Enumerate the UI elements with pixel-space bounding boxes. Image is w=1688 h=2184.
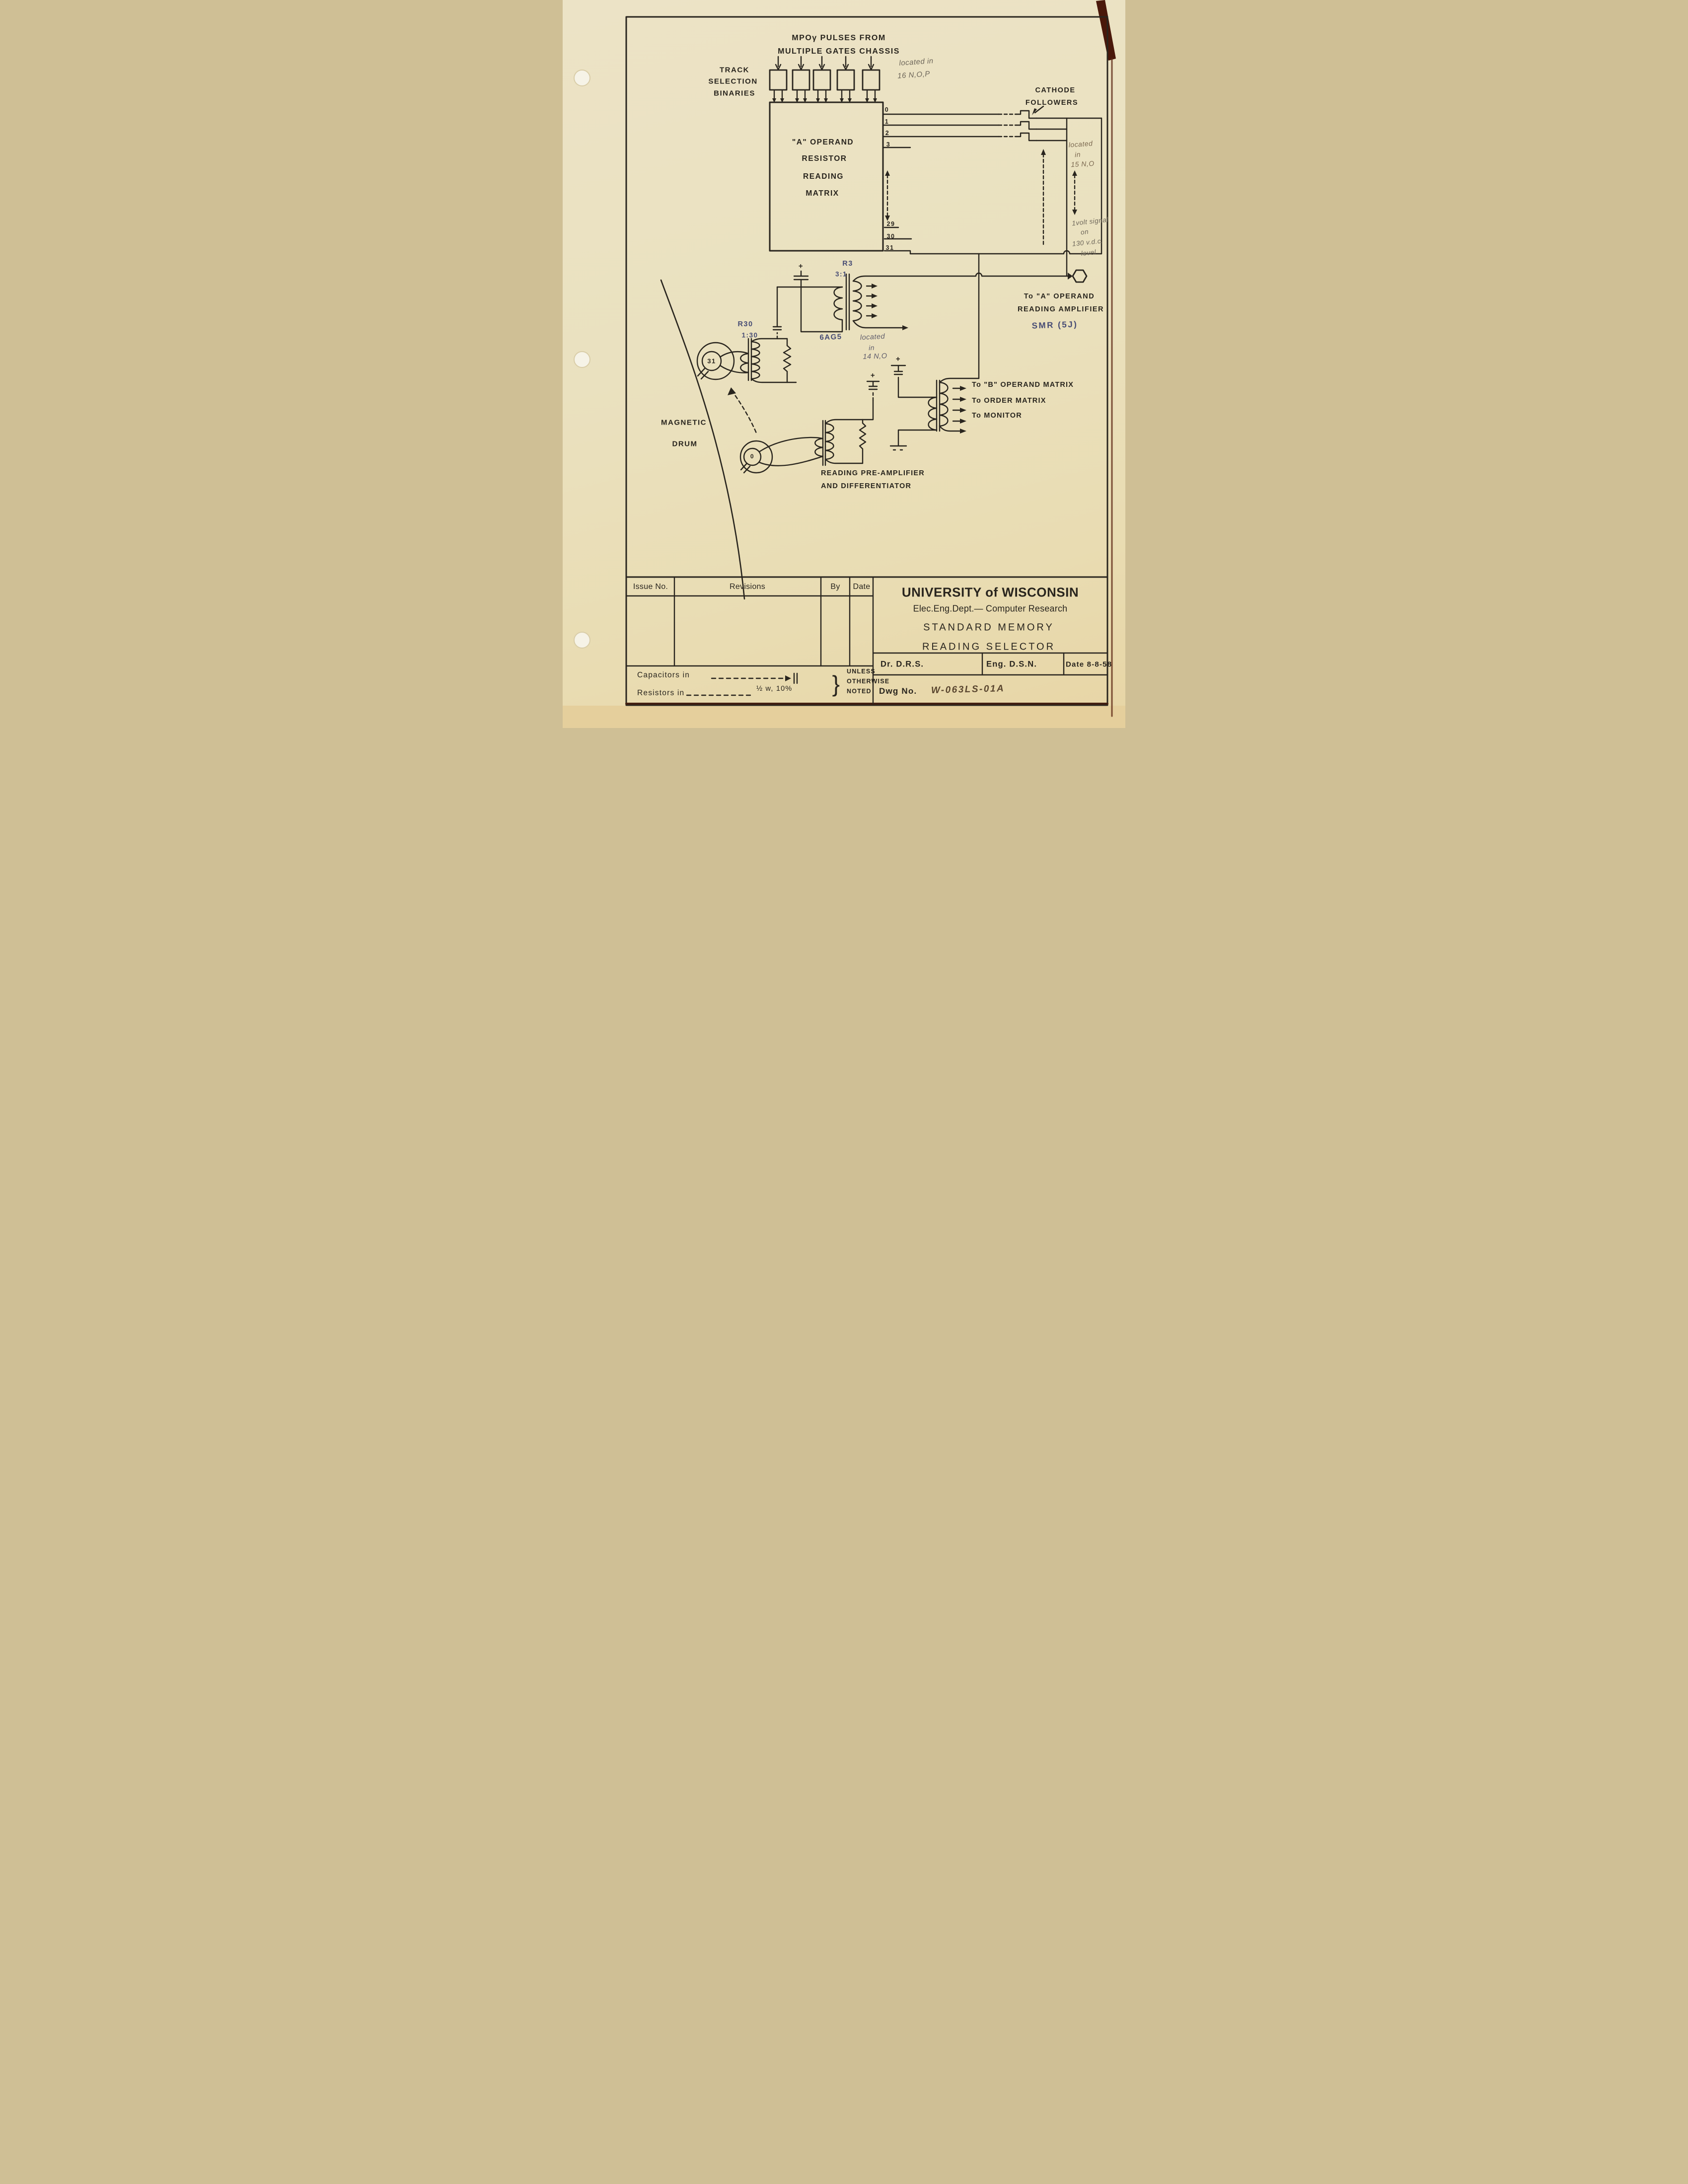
preamp-primary-coil (815, 438, 823, 456)
note-brace: } (832, 671, 841, 697)
signal-note: level (1081, 248, 1097, 258)
cathode-follower-symbol (1017, 122, 1036, 129)
track-binaries-symbols (770, 57, 880, 103)
torn-edge-streak (1096, 0, 1116, 61)
punch-hole (574, 632, 590, 648)
coupling-capacitor (773, 287, 781, 330)
head-number-0: 0 (750, 453, 755, 460)
preamp-label: READING PRE-AMPLIFIER (821, 469, 925, 477)
matrix-output-lines (883, 111, 1101, 378)
drafter: Dr. D.R.S. (881, 659, 924, 669)
output-secondary-coil (940, 382, 948, 426)
track-label: TRACK (720, 66, 749, 74)
output-number: 2 (885, 130, 890, 137)
drawing-title: STANDARD MEMORY (923, 622, 1054, 633)
r30-primary-coil (740, 354, 748, 372)
note-capacitors: Capacitors in (637, 671, 690, 679)
amplifier-note: READING AMPLIFIER (1018, 305, 1104, 313)
located-16-note: located in (898, 57, 934, 68)
output-number: 3 (886, 141, 891, 148)
matrix-label: RESISTOR (802, 154, 847, 163)
plus-terminal: + (870, 371, 876, 380)
engineer: Eng. D.S.N. (986, 659, 1037, 669)
schematic-linework (563, 0, 1125, 728)
note-unless: UNLESS (847, 668, 876, 675)
output-plus-capacitor (891, 365, 937, 397)
tube-name: 6AG5 (819, 332, 842, 342)
located-15-note: 15 N,O (1070, 159, 1095, 169)
dwg-label: Dwg No. (879, 686, 917, 696)
note-unless: OTHERWISE (847, 678, 890, 685)
note-unless: NOTED (847, 688, 872, 695)
signal-note: 1volt signal (1071, 216, 1109, 227)
located-15-note: in (1074, 150, 1081, 159)
matrix-label: MATRIX (806, 189, 839, 198)
tube-located: located (860, 332, 885, 342)
cathode-follower-pointer (1032, 106, 1077, 244)
cathode-label: CATHODE (1035, 86, 1076, 94)
revtable-header-date: Date (853, 582, 871, 591)
output-number: 0 (884, 106, 889, 113)
amplifier-note: To "A" OPERAND (1024, 292, 1095, 300)
preamp-secondary-coil (825, 424, 834, 459)
drawing-title: READING SELECTOR (922, 641, 1056, 653)
transformer-r3 (777, 271, 1067, 332)
output-number: 29 (886, 220, 895, 227)
dwg-number: W-063LS-01A (931, 683, 1005, 696)
output-number: 1 (884, 118, 889, 125)
output-destination: To "B" OPERAND MATRIX (972, 381, 1074, 389)
tube-located: 14 N,O (863, 352, 887, 361)
r3-primary-coil (834, 287, 843, 320)
amplifier-connector (1067, 270, 1087, 282)
drum-label: MAGNETIC (661, 418, 707, 427)
paper-bottom-margin (563, 706, 1125, 728)
matrix-label: READING (803, 172, 844, 181)
resistor-value: ½ w, 10% (756, 685, 793, 693)
head-number-31: 31 (707, 357, 716, 365)
r30-secondary-coil (751, 342, 760, 379)
matrix-label: "A" OPERAND (792, 138, 854, 146)
head-sequence-arrow (732, 390, 756, 433)
date: Date 8-8-58 (1066, 660, 1112, 669)
matrix-continuation-arrow (885, 170, 890, 221)
punch-hole (574, 352, 590, 367)
output-destination: To ORDER MATRIX (972, 397, 1046, 405)
header-line1: MPOγ PULSES FROM (792, 34, 886, 42)
located-16-note: 16 N,O,P (897, 70, 931, 80)
preamp-capacitor (867, 381, 879, 389)
output-number: 30 (886, 233, 895, 240)
preamp-transformer (815, 381, 879, 465)
header-line2: MULTIPLE GATES CHASSIS (778, 47, 900, 56)
output-destination: To MONITOR (972, 412, 1022, 420)
cathode-follower-symbol (1017, 133, 1036, 141)
punch-hole (574, 70, 590, 86)
signal-note: on (1080, 227, 1089, 236)
revtable-header-revisions: Revisions (729, 582, 766, 591)
preamp-label: AND DIFFERENTIATOR (821, 482, 912, 490)
signal-note: 130 v.d.c. (1072, 237, 1103, 248)
org-dept: Elec.Eng.Dept.— Computer Research (913, 603, 1068, 614)
track-label: BINARIES (714, 89, 755, 98)
border-frame (626, 17, 1107, 705)
r30-ratio: 1:30 (741, 331, 758, 339)
r30-resistor (784, 339, 791, 382)
revtable-header-by: By (830, 582, 840, 591)
preamp-resistor (860, 420, 866, 463)
tube-located: in (868, 343, 875, 352)
plus-terminal: + (798, 262, 804, 271)
located-15-note: located (1068, 139, 1093, 149)
drawing-sheet (563, 0, 1125, 728)
revtable-header-issue: Issue No. (633, 582, 668, 591)
r3-secondary-coil (853, 281, 862, 321)
plus-terminal: + (895, 355, 901, 364)
r3-ratio: 3:1 (835, 270, 848, 278)
drum-label: DRUM (672, 439, 698, 448)
read-head-0 (740, 441, 772, 473)
cathode-label: FOLLOWERS (1025, 99, 1079, 107)
org-name: UNIVERSITY of WISCONSIN (901, 584, 1079, 600)
amplifier-ref: SMR (5J) (1031, 319, 1078, 331)
output-number: 31 (885, 244, 894, 251)
track-label: SELECTION (708, 77, 758, 86)
note-resistors: Resistors in (637, 689, 685, 697)
output-primary-coil (929, 397, 937, 430)
r3-name: R3 (842, 260, 853, 268)
r30-name: R30 (737, 320, 753, 328)
hexagon-symbol (1073, 270, 1087, 282)
output-transformer (890, 365, 979, 450)
